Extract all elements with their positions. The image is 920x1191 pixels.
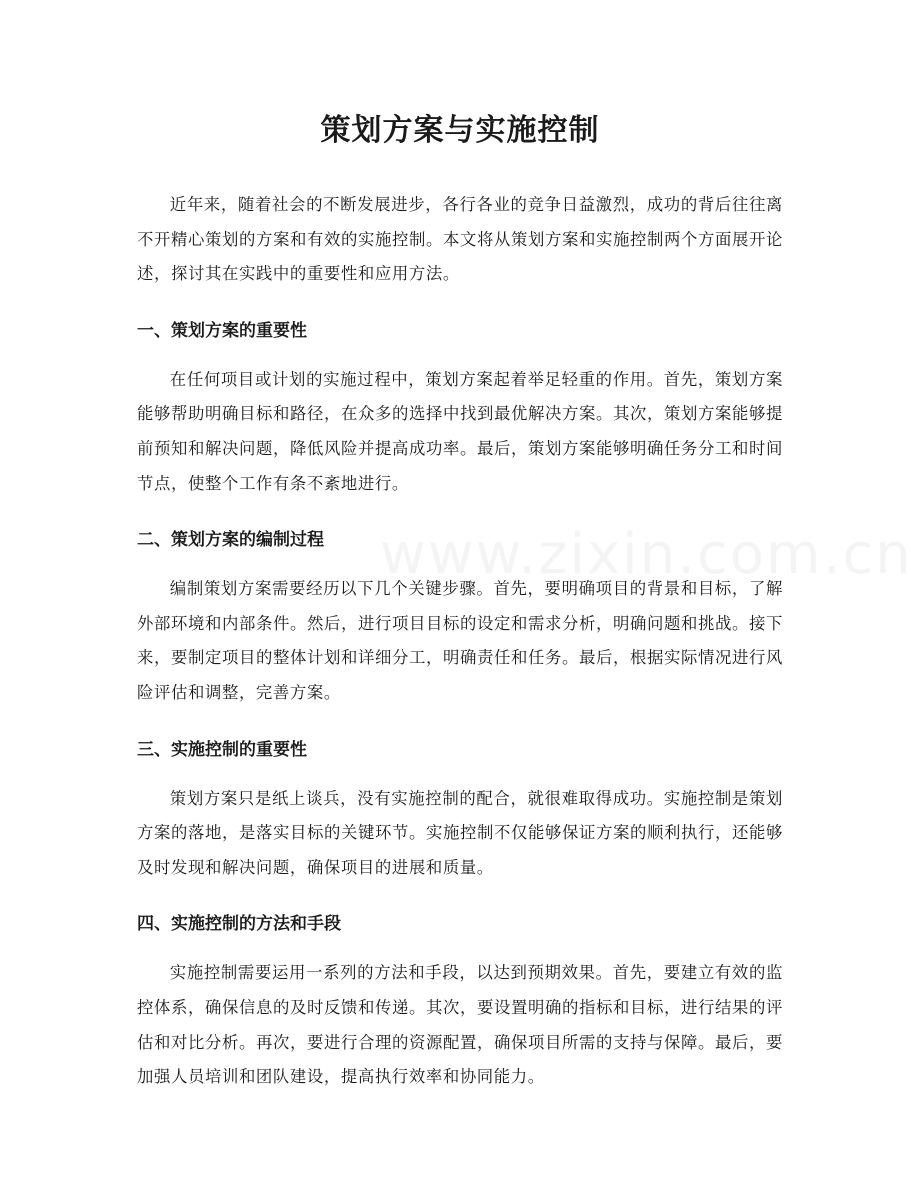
section-4-heading: 四、实施控制的方法和手段 <box>137 914 341 935</box>
intro-paragraph: 近年来，随着社会的不断发展进步，各行各业的竞争日益激烈，成功的背后往往离不开精心策划的方案和有效的实施控制。本文将从策划方案和实施控制两个方面展开论述，探讨其在实践中的重要性和应用方法。 <box>137 195 783 284</box>
section-4-paragraph: 实施控制需要运用一系列的方法和手段，以达到预期效果。首先，要建立有效的监控体系，确保信息的及时反馈和传递。其次，要设置明确的指标和目标，进行结果的评估和对比分析。再次，要进行合理的资源配置，确保项目所需的支持与保障。最后，要加强人员培训和团队建设，提高执行效率和协同能力。 <box>137 963 783 1087</box>
section-1-paragraph: 在任何项目或计划的实施过程中，策划方案起着举足轻重的作用。首先，策划方案能够帮助明确目标和路径，在众多的选择中找到最优解决方案。其次，策划方案能够提前预知和解决问题，降低风险并提高成功率。最后，策划方案能够明确任务分工和时间节点，使整个工作有条不紊地进行。 <box>137 369 783 493</box>
section-1-heading: 一、策划方案的重要性 <box>137 320 307 341</box>
section-3-paragraph: 策划方案只是纸上谈兵，没有实施控制的配合，就很难取得成功。实施控制是策划方案的落地，是落实目标的关键环节。实施控制不仅能够保证方案的顺利执行，还能够及时发现和解决问题，确保项目的进展和质量。 <box>137 788 783 877</box>
section-2-paragraph: 编制策划方案需要经历以下几个关键步骤。首先，要明确项目的背景和目标，了解外部环境和内部条件。然后，进行项目目标的设定和需求分析，明确问题和挑战。接下来，要制定项目的整体计划和详细分工，明确责任和任务。最后，根据实际情况进行风险评估和调整，完善方案。 <box>137 579 783 702</box>
section-2-heading: 二、策划方案的编制过程 <box>137 530 324 551</box>
document-title: 策划方案与实施控制 <box>320 113 600 148</box>
section-3-heading: 三、实施控制的重要性 <box>137 739 307 760</box>
